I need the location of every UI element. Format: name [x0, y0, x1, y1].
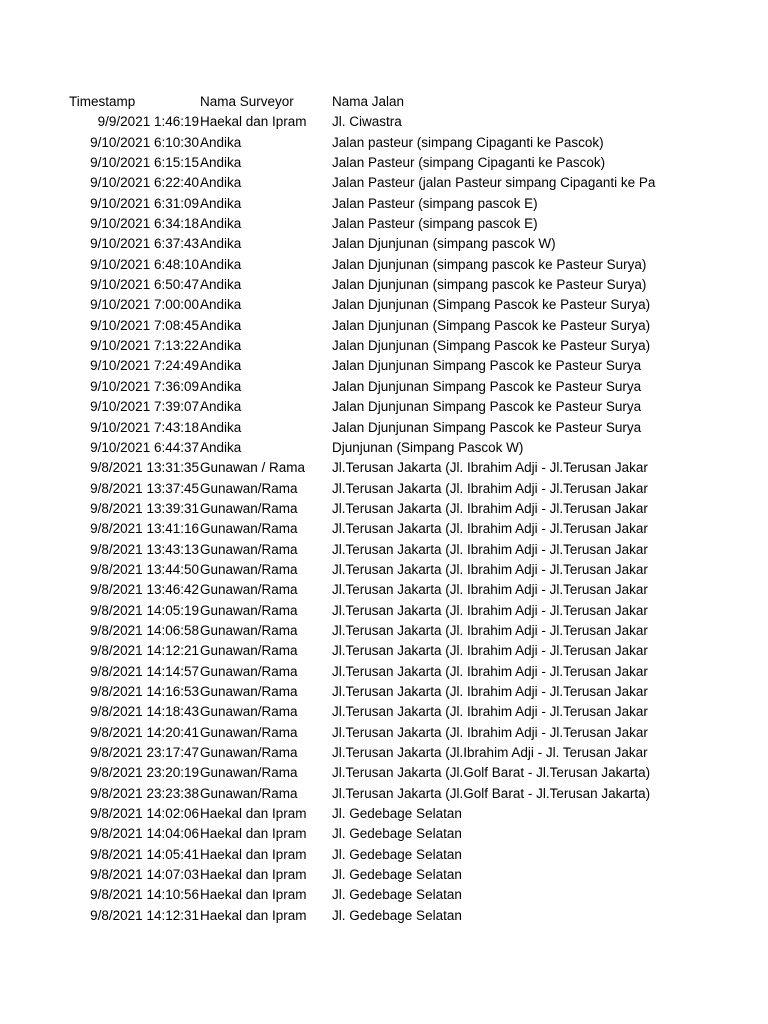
jalan-cell: Jl.Terusan Jakarta (Jl. Ibrahim Adji - Jl.Terusan Jakar — [332, 460, 648, 476]
jalan-cell: Jl.Terusan Jakarta (Jl. Ibrahim Adji - Jl.Terusan Jakar — [332, 683, 648, 699]
timestamp-cell: 9/8/2021 13:46:42 — [90, 582, 199, 598]
timestamp-cell: 9/10/2021 6:44:37 — [90, 439, 199, 455]
header-row — [0, 92, 768, 112]
jalan-cell: Jl.Terusan Jakarta (Jl.Ibrahim Adji - Jl. Terusan Jakar — [332, 745, 648, 760]
jalan-cell: Jl. Gedebage Selatan — [332, 907, 462, 923]
table-row — [0, 133, 768, 153]
table-row — [0, 438, 768, 458]
surveyor-cell: Andika — [200, 338, 242, 354]
timestamp-cell: 9/10/2021 7:13:22 — [90, 338, 199, 354]
jalan-cell: Jalan Djunjunan (simpang pascok W) — [332, 236, 556, 252]
jalan-cell: Jl.Terusan Jakarta (Jl. Ibrahim Adji - Jl.Terusan Jakar — [332, 622, 648, 638]
table-row — [0, 824, 768, 844]
surveyor-cell: Andika — [200, 419, 242, 435]
timestamp-cell: 9/10/2021 7:43:18 — [90, 419, 199, 435]
surveyor-cell: Gunawan/Rama — [200, 480, 298, 496]
table-row — [0, 275, 768, 295]
table-row — [0, 153, 768, 173]
jalan-cell: Jl.Terusan Jakarta (Jl. Ibrahim Adji - Jl.Terusan Jakar — [332, 724, 648, 740]
surveyor-cell: Gunawan/Rama — [200, 663, 298, 679]
jalan-cell: Jl.Terusan Jakarta (Jl.Golf Barat - Jl.Terusan Jakarta) — [332, 765, 651, 781]
table-row — [0, 397, 768, 417]
jalan-cell: Jalan pasteur (simpang Cipaganti ke Pascok) — [332, 134, 604, 150]
timestamp-cell: 9/10/2021 6:22:40 — [90, 175, 199, 191]
timestamp-cell: 9/8/2021 14:04:06 — [90, 826, 199, 842]
timestamp-cell: 9/8/2021 14:14:57 — [90, 663, 199, 679]
timestamp-cell: 9/8/2021 14:12:31 — [90, 907, 199, 923]
jalan-cell: Jalan Djunjunan Simpang Pascok ke Pasteur Surya — [332, 399, 642, 415]
surveyor-cell: Gunawan/Rama — [200, 643, 298, 659]
header-timestamp: Timestamp — [69, 94, 136, 109]
table-row — [0, 479, 768, 499]
jalan-cell: Jalan Djunjunan (simpang pascok ke Pasteur Surya) — [332, 277, 647, 293]
jalan-cell: Jl.Terusan Jakarta (Jl. Ibrahim Adji - Jl.Terusan Jakar — [332, 643, 648, 659]
surveyor-cell: Gunawan/Rama — [200, 704, 298, 720]
surveyor-cell: Haekal dan Ipram — [200, 867, 307, 883]
surveyor-cell: Gunawan/Rama — [200, 582, 298, 598]
jalan-cell: Jl.Terusan Jakarta (Jl. Ibrahim Adji - Jl.Terusan Jakar — [332, 704, 648, 720]
table-row — [0, 499, 768, 519]
surveyor-cell: Gunawan/Rama — [200, 602, 298, 618]
surveyor-cell: Gunawan/Rama — [200, 785, 298, 801]
surveyor-cell: Gunawan/Rama — [200, 622, 298, 638]
jalan-cell: Jl. Gedebage Selatan — [332, 846, 462, 862]
table-row — [0, 458, 768, 478]
table-row — [0, 682, 768, 702]
surveyor-cell: Andika — [200, 399, 242, 415]
jalan-cell: Jalan Djunjunan (Simpang Pascok ke Pasteur Surya) — [332, 338, 651, 354]
table-row — [0, 418, 768, 438]
surveyor-cell: Andika — [200, 195, 242, 211]
surveyor-cell: Gunawan/Rama — [200, 683, 298, 699]
timestamp-cell: 9/8/2021 13:37:45 — [90, 480, 199, 496]
jalan-cell: Jl. Ciwastra — [332, 114, 402, 130]
header-nama-surveyor: Nama Surveyor — [200, 94, 294, 109]
timestamp-cell: 9/10/2021 7:08:45 — [90, 317, 199, 333]
surveyor-cell: Andika — [200, 175, 242, 191]
jalan-cell: Djunjunan (Simpang Pascok W) — [332, 439, 524, 455]
surveyor-cell: Gunawan/Rama — [200, 765, 298, 781]
table-row — [0, 702, 768, 722]
jalan-cell: Jl.Terusan Jakarta (Jl.Golf Barat - Jl.Terusan Jakarta) — [332, 785, 651, 801]
surveyor-cell: Haekal dan Ipram — [200, 806, 307, 822]
table-row — [0, 336, 768, 356]
table-row — [0, 845, 768, 865]
jalan-cell: Jl.Terusan Jakarta (Jl. Ibrahim Adji - Jl.Terusan Jakar — [332, 602, 648, 618]
surveyor-cell: Andika — [200, 277, 242, 293]
timestamp-cell: 9/10/2021 7:24:49 — [90, 358, 199, 374]
timestamp-cell: 9/8/2021 23:23:38 — [90, 785, 199, 801]
timestamp-cell: 9/8/2021 14:18:43 — [90, 704, 199, 720]
jalan-cell: Jalan Pasteur (simpang pascok E) — [332, 195, 538, 211]
table-row — [0, 194, 768, 214]
surveyor-cell: Andika — [200, 317, 242, 333]
surveyor-cell: Haekal dan Ipram — [200, 846, 307, 862]
timestamp-cell: 9/8/2021 23:20:19 — [90, 765, 199, 781]
surveyor-cell: Andika — [200, 297, 242, 313]
header-nama-jalan: Nama Jalan — [332, 94, 405, 109]
timestamp-cell: 9/10/2021 7:00:00 — [90, 297, 199, 313]
timestamp-cell: 9/10/2021 6:31:09 — [90, 195, 199, 211]
jalan-cell: Jalan Djunjunan (Simpang Pascok ke Pasteur Surya) — [332, 317, 651, 333]
table-row — [0, 112, 768, 132]
jalan-cell: Jl.Terusan Jakarta (Jl. Ibrahim Adji - Jl.Terusan Jakar — [332, 541, 648, 557]
surveyor-cell: Gunawan/Rama — [200, 500, 298, 516]
jalan-cell: Jalan Pasteur (simpang Cipaganti ke Pascok) — [332, 155, 606, 171]
table-row — [0, 784, 768, 804]
table-row — [0, 885, 768, 905]
surveyor-cell: Andika — [200, 358, 242, 374]
table-row — [0, 234, 768, 254]
table-row — [0, 804, 768, 824]
table-body — [0, 112, 768, 926]
timestamp-cell: 9/8/2021 23:17:47 — [90, 745, 199, 760]
timestamp-cell: 9/10/2021 6:15:15 — [90, 155, 199, 171]
surveyor-cell: Andika — [200, 256, 242, 272]
jalan-cell: Jalan Djunjunan Simpang Pascok ke Pasteur Surya — [332, 358, 642, 374]
timestamp-cell: 9/8/2021 14:20:41 — [90, 724, 199, 740]
jalan-cell: Jl.Terusan Jakarta (Jl. Ibrahim Adji - Jl.Terusan Jakar — [332, 500, 648, 516]
timestamp-cell: 9/9/2021 1:46:19 — [97, 114, 199, 130]
surveyor-cell: Haekal dan Ipram — [200, 907, 307, 923]
surveyor-cell: Gunawan/Rama — [200, 541, 298, 557]
timestamp-cell: 9/8/2021 13:31:35 — [90, 460, 199, 476]
timestamp-cell: 9/8/2021 14:07:03 — [90, 867, 199, 883]
timestamp-cell: 9/10/2021 6:37:43 — [90, 236, 199, 252]
table-row — [0, 743, 768, 763]
surveyor-cell: Andika — [200, 134, 242, 150]
timestamp-cell: 9/8/2021 14:06:58 — [90, 622, 199, 638]
surveyor-cell: Andika — [200, 236, 242, 252]
timestamp-cell: 9/8/2021 14:02:06 — [90, 806, 199, 822]
jalan-cell: Jl.Terusan Jakarta (Jl. Ibrahim Adji - Jl.Terusan Jakar — [332, 480, 648, 496]
timestamp-cell: 9/10/2021 6:50:47 — [90, 277, 199, 293]
table-row — [0, 865, 768, 885]
jalan-cell: Jl.Terusan Jakarta (Jl. Ibrahim Adji - Jl.Terusan Jakar — [332, 663, 648, 679]
surveyor-cell: Andika — [200, 216, 242, 232]
spreadsheet-table — [0, 92, 768, 926]
jalan-cell: Jl.Terusan Jakarta (Jl. Ibrahim Adji - Jl.Terusan Jakar — [332, 582, 648, 598]
jalan-cell: Jalan Djunjunan Simpang Pascok ke Pasteur Surya — [332, 378, 642, 394]
jalan-cell: Jl. Gedebage Selatan — [332, 867, 462, 883]
surveyor-cell: Haekal dan Ipram — [200, 114, 307, 130]
surveyor-cell: Gunawan/Rama — [200, 745, 298, 760]
table-row — [0, 621, 768, 641]
timestamp-cell: 9/8/2021 14:12:21 — [90, 643, 199, 659]
table-row — [0, 255, 768, 275]
table-row — [0, 173, 768, 193]
timestamp-cell: 9/10/2021 6:10:30 — [90, 134, 199, 150]
table-row — [0, 580, 768, 600]
timestamp-cell: 9/8/2021 13:39:31 — [90, 500, 199, 516]
timestamp-cell: 9/8/2021 13:41:16 — [90, 521, 199, 537]
surveyor-cell: Andika — [200, 155, 242, 171]
jalan-cell: Jl. Gedebage Selatan — [332, 806, 462, 822]
surveyor-cell: Gunawan / Rama — [200, 460, 306, 476]
jalan-cell: Jalan Djunjunan (simpang pascok ke Pasteur Surya) — [332, 256, 647, 272]
timestamp-cell: 9/10/2021 7:39:07 — [90, 399, 199, 415]
timestamp-cell: 9/10/2021 7:36:09 — [90, 378, 199, 394]
table-row — [0, 723, 768, 743]
jalan-cell: Jalan Djunjunan Simpang Pascok ke Pasteur Surya — [332, 419, 642, 435]
table-row — [0, 560, 768, 580]
jalan-cell: Jalan Pasteur (simpang pascok E) — [332, 216, 538, 232]
table-row — [0, 356, 768, 376]
table-row — [0, 316, 768, 336]
timestamp-cell: 9/8/2021 14:05:19 — [90, 602, 199, 618]
table-row — [0, 641, 768, 661]
surveyor-cell: Andika — [200, 439, 242, 455]
jalan-cell: Jl. Gedebage Selatan — [332, 887, 462, 903]
surveyor-cell: Gunawan/Rama — [200, 521, 298, 537]
timestamp-cell: 9/8/2021 14:05:41 — [90, 846, 199, 862]
table-row — [0, 295, 768, 315]
table-row — [0, 906, 768, 926]
jalan-cell: Jl.Terusan Jakarta (Jl. Ibrahim Adji - Jl.Terusan Jakar — [332, 561, 648, 577]
timestamp-cell: 9/8/2021 14:10:56 — [90, 887, 199, 903]
table-row — [0, 377, 768, 397]
table-row — [0, 763, 768, 783]
timestamp-cell: 9/8/2021 14:16:53 — [90, 683, 199, 699]
timestamp-cell: 9/10/2021 6:48:10 — [90, 256, 199, 272]
surveyor-cell: Gunawan/Rama — [200, 561, 298, 577]
jalan-cell: Jalan Pasteur (jalan Pasteur simpang Cipaganti ke Pa — [332, 175, 656, 191]
table-row — [0, 601, 768, 621]
jalan-cell: Jalan Djunjunan (Simpang Pascok ke Pasteur Surya) — [332, 297, 651, 313]
jalan-cell: Jl.Terusan Jakarta (Jl. Ibrahim Adji - Jl.Terusan Jakar — [332, 521, 648, 537]
surveyor-cell: Haekal dan Ipram — [200, 887, 307, 903]
surveyor-cell: Gunawan/Rama — [200, 724, 298, 740]
surveyor-cell: Haekal dan Ipram — [200, 826, 307, 842]
timestamp-cell: 9/8/2021 13:43:13 — [90, 541, 199, 557]
table-row — [0, 519, 768, 539]
timestamp-cell: 9/10/2021 6:34:18 — [90, 216, 199, 232]
jalan-cell: Jl. Gedebage Selatan — [332, 826, 462, 842]
surveyor-cell: Andika — [200, 378, 242, 394]
table-row — [0, 214, 768, 234]
table-row — [0, 540, 768, 560]
table-row — [0, 662, 768, 682]
timestamp-cell: 9/8/2021 13:44:50 — [90, 561, 199, 577]
